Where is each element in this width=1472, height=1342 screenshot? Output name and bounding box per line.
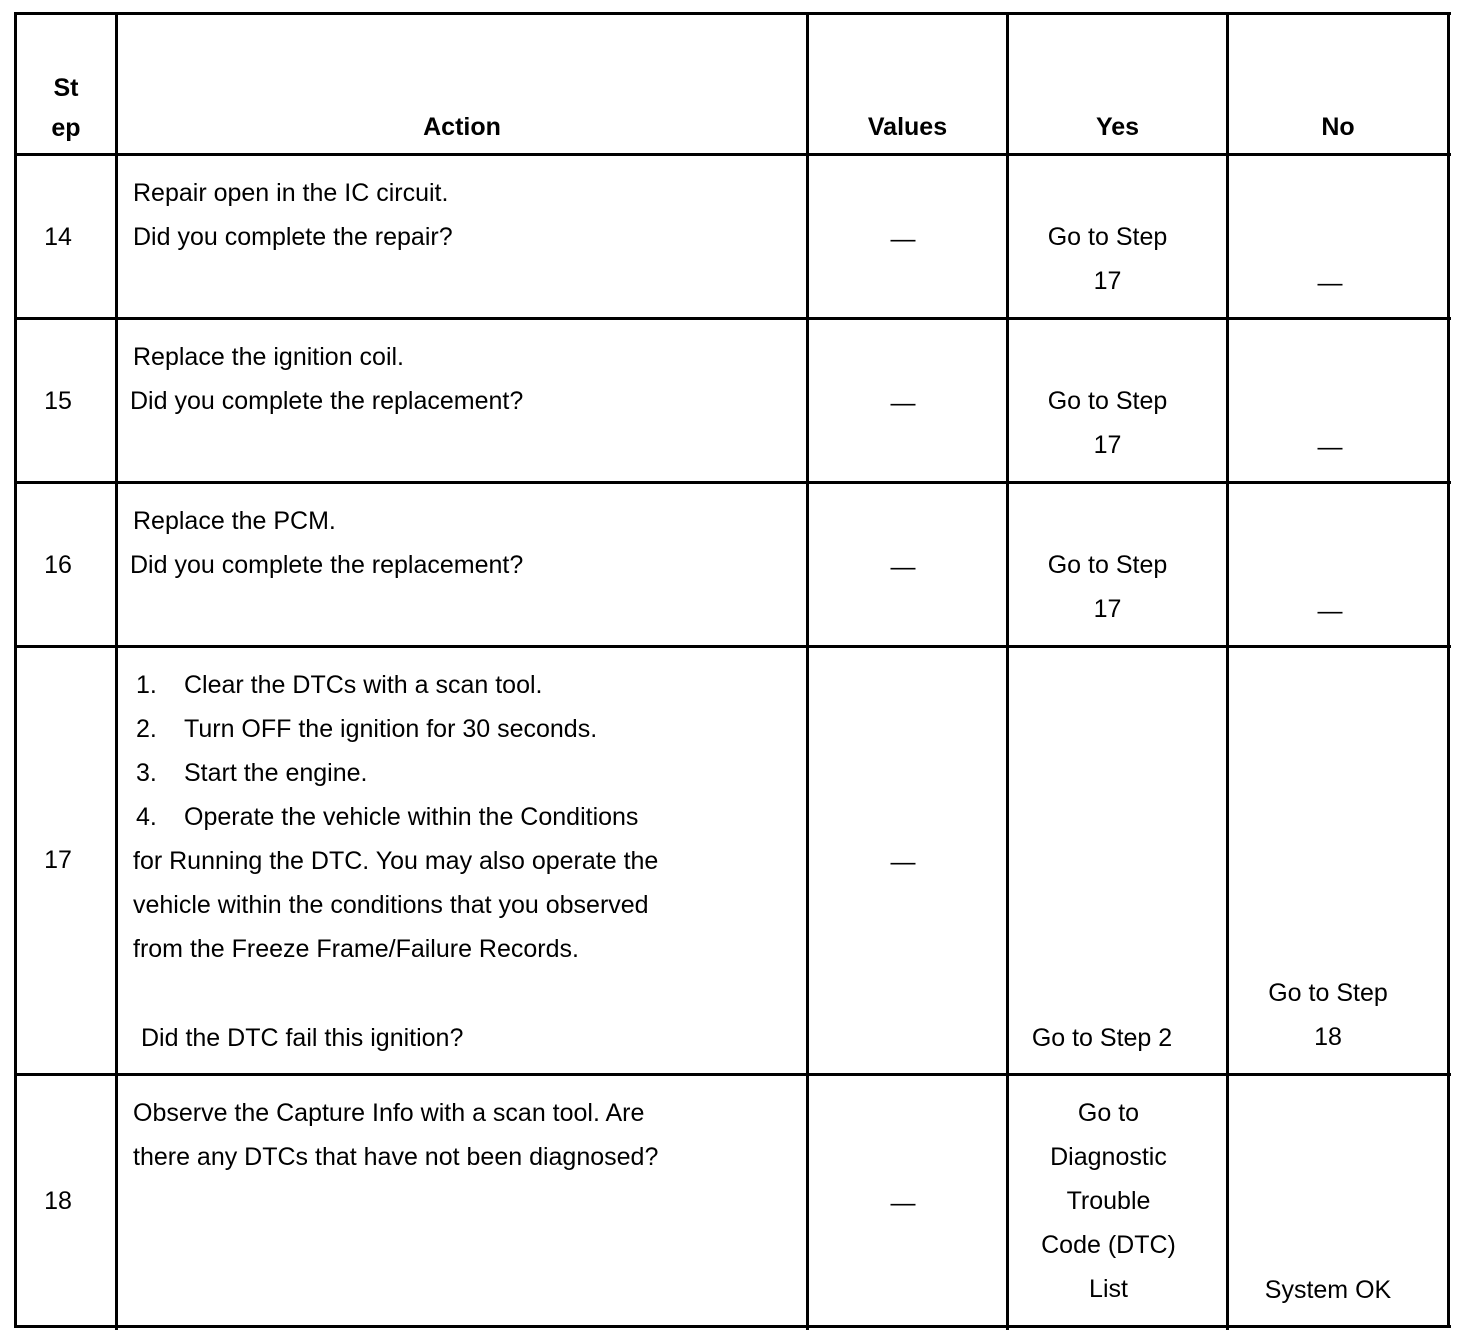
step-number: 14	[44, 223, 72, 251]
row-divider	[14, 645, 1451, 648]
header-step	[17, 68, 115, 148]
no-dash: —	[1317, 269, 1343, 297]
action-line: Replace the ignition coil.	[133, 343, 404, 371]
step-number: 18	[44, 1187, 72, 1215]
header-action: Action	[423, 113, 501, 141]
column-divider	[115, 12, 118, 1330]
table-border-right	[1447, 12, 1450, 1328]
action-list-item	[133, 751, 803, 795]
yes-line: 17	[1093, 267, 1122, 295]
list-text: Turn OFF the ignition for 30 seconds.	[184, 715, 598, 743]
values-dash: —	[890, 225, 916, 253]
action-line: for Running the DTC. You may also operate the	[133, 847, 659, 875]
no-dash: —	[1317, 433, 1343, 461]
yes-line: Go to Step	[1047, 387, 1168, 415]
table-border-bottom	[14, 1325, 1451, 1328]
action-line: Replace the PCM.	[133, 507, 336, 535]
action-text	[133, 1091, 803, 1179]
header-step-line: St	[53, 74, 79, 102]
list-number: 4.	[136, 803, 157, 831]
row-divider	[14, 481, 1451, 484]
yes-line: Go to Step 2	[1031, 1024, 1173, 1052]
yes-line: 17	[1093, 431, 1122, 459]
action-line: Did you complete the replacement?	[130, 387, 524, 415]
yes-line: Diagnostic	[1050, 1143, 1167, 1171]
table-border-top	[14, 12, 1451, 15]
no-line: 18	[1314, 1023, 1342, 1051]
yes-line: 17	[1093, 595, 1122, 623]
action-text	[133, 663, 803, 971]
action-line: vehicle within the conditions that you observed	[133, 891, 649, 919]
action-line: Did you complete the repair?	[133, 223, 453, 251]
values-dash: —	[890, 848, 916, 876]
list-number: 3.	[136, 759, 157, 787]
yes-line: Go to	[1077, 1099, 1140, 1127]
column-divider	[806, 12, 809, 1330]
no-dash: —	[1317, 597, 1343, 625]
values-dash: —	[890, 553, 916, 581]
no-result: System OK	[1264, 1276, 1392, 1304]
action-line: Did you complete the replacement?	[130, 551, 524, 579]
action-list-item	[133, 707, 803, 751]
yes-line: List	[1089, 1275, 1128, 1303]
row-divider	[14, 317, 1451, 320]
action-question: Did the DTC fail this ignition?	[141, 1024, 464, 1052]
header-yes: Yes	[1095, 113, 1140, 141]
values-dash: —	[890, 1189, 916, 1217]
yes-line: Trouble	[1066, 1187, 1151, 1215]
action-line: from the Freeze Frame/Failure Records.	[133, 935, 579, 963]
yes-result	[1009, 379, 1206, 467]
header-values: Values	[867, 113, 948, 141]
no-result	[1229, 971, 1427, 1059]
header-step-line: ep	[51, 114, 81, 142]
action-text	[130, 335, 800, 423]
yes-result	[1009, 1016, 1195, 1060]
values-dash: —	[890, 389, 916, 417]
yes-result	[1009, 543, 1206, 631]
action-line: there any DTCs that have not been diagnosed?	[133, 1143, 659, 1171]
yes-line: Code (DTC)	[1041, 1231, 1176, 1259]
row-divider	[14, 1073, 1451, 1076]
step-number: 15	[44, 387, 72, 415]
no-line: Go to Step	[1268, 979, 1388, 1007]
step-number: 17	[44, 846, 72, 874]
yes-line: Go to Step	[1047, 551, 1168, 579]
action-list-item	[133, 795, 803, 839]
yes-result	[1009, 215, 1206, 303]
step-number: 16	[44, 551, 72, 579]
action-line: Repair open in the IC circuit.	[133, 179, 449, 207]
action-text	[133, 171, 803, 259]
header-divider	[14, 153, 1451, 156]
list-text: Operate the vehicle within the Conditions	[184, 803, 639, 831]
header-no: No	[1321, 113, 1355, 141]
list-number: 1.	[136, 671, 157, 699]
column-divider	[1226, 12, 1229, 1330]
list-text: Clear the DTCs with a scan tool.	[184, 671, 543, 699]
yes-line: Go to Step	[1047, 223, 1168, 251]
list-number: 2.	[136, 715, 157, 743]
list-text: Start the engine.	[184, 759, 368, 787]
yes-result	[1009, 1091, 1208, 1311]
action-line: Observe the Capture Info with a scan tool. Are	[133, 1099, 645, 1127]
table-border-left	[14, 12, 17, 1328]
action-text	[130, 499, 800, 587]
action-list-item	[133, 663, 803, 707]
